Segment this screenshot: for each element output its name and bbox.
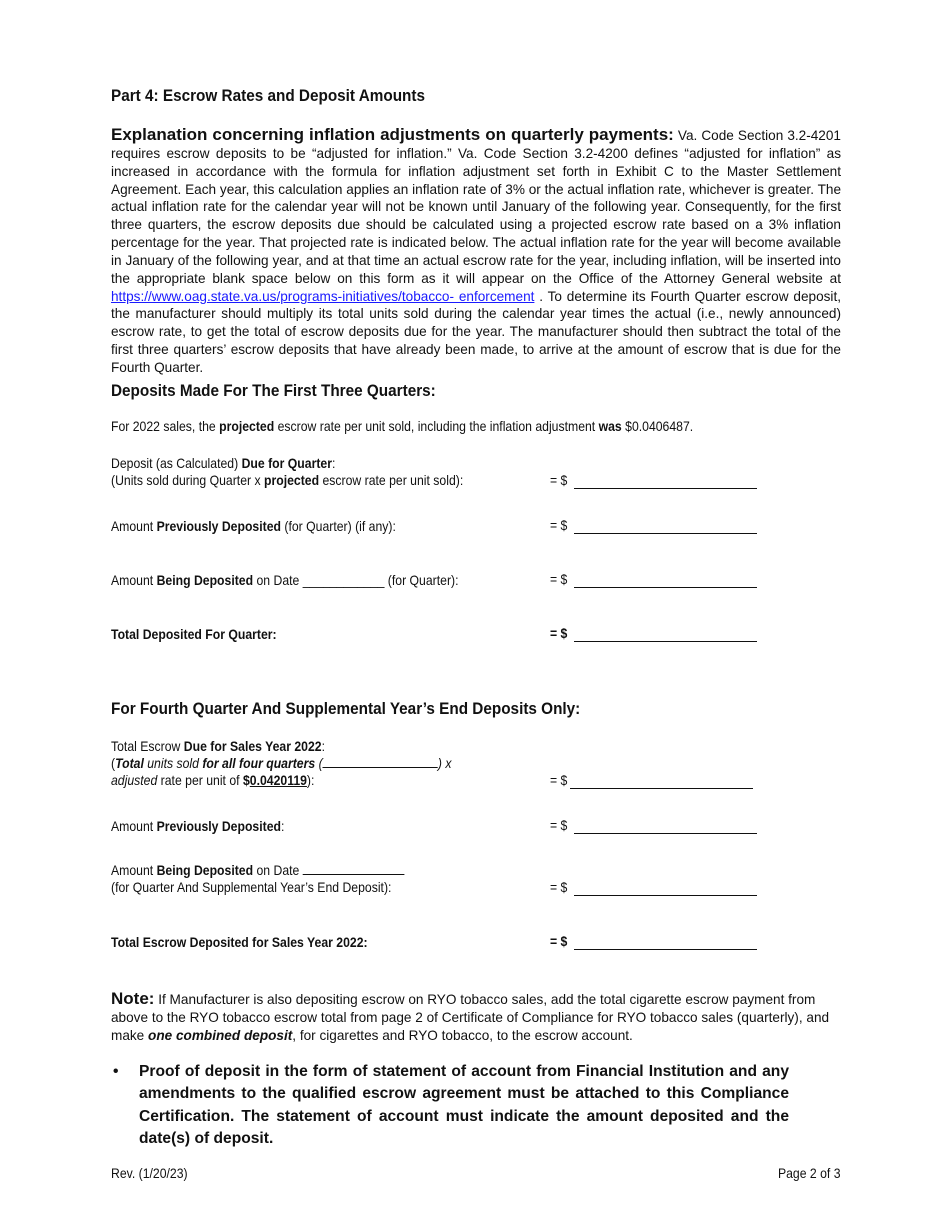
part-title: Part 4: Escrow Rates and Deposit Amounts (111, 86, 426, 105)
revision-label: Rev. (1/20/23) (111, 1166, 188, 1181)
total-escrow-due-field[interactable] (570, 773, 753, 789)
note-paragraph: Note: If Manufacturer is also depositing escrow on RYO tobacco sales, add the total cigarette escrow payment from above to the RYO tobacco escrow total from page 2 of Certificate of Compliance for RYO tobacco sales (quarterly), and make one combined deposit, for cigarettes and RYO tobacco, to the escrow account. (111, 989, 830, 1043)
previously-deposited-label: Amount Previously Deposited (for Quarter) (if any): (111, 519, 396, 534)
deposit-date-blank[interactable] (303, 874, 405, 875)
note-heading: Note: (111, 989, 155, 1008)
explanation-heading: Explanation concerning inflation adjustments on quarterly payments: (111, 125, 674, 144)
explanation-text-2: . To determine its Fourth Quarter escrow deposit, the manufacturer should multiply its total units sold during the calendar year times the actual (i.e., newly announced) escrow rate, to get the total of escrow deposits due for the year. The manufacturer should then subtract the total of the first three quarters’ escrow deposits that have already been made, to arrive at the amount of escrow that is due for the Fourth Quarter. (111, 288, 841, 375)
being-deposited-field[interactable] (574, 572, 757, 588)
deposit-due-equals: = $ (550, 473, 568, 488)
total-escrow-year-label: Total Escrow Deposited for Sales Year 2022: (111, 935, 368, 950)
section2-heading: For Fourth Quarter And Supplemental Year’s End Deposits Only: (111, 699, 581, 718)
being-deposited-year-field[interactable] (574, 880, 757, 896)
total-deposited-equals: = $ (550, 626, 568, 641)
document-page (111, 0, 841, 1230)
being-deposited-label: Amount Being Deposited on Date ____________ (for Quarter): (111, 573, 459, 588)
total-escrow-year-equals: = $ (550, 934, 568, 949)
projected-rate-text: For 2022 sales, the projected escrow rate per unit sold, including the inflation adjustment was $0.0406487. (111, 419, 694, 434)
being-deposited-equals: = $ (550, 572, 568, 587)
explanation-paragraph (111, 126, 841, 377)
adjusted-rate-value: 0.0420119 (249, 773, 307, 788)
proof-of-deposit-text: Proof of deposit in the form of statement of account from Financial Institution and any amendments to the qualified escrow agreement must be attached to this Compliance Certification. The statement of account must indicate the amount deposited and the date(s) of deposit. (139, 1063, 789, 1147)
deposit-due-label: Deposit (as Calculated) Due for Quarter: (Units sold during Quarter x projected escrow rate per unit sold): (111, 456, 464, 488)
previously-deposited-field[interactable] (574, 518, 757, 534)
previously-deposited-year-field[interactable] (574, 818, 757, 834)
explanation-text-1: Va. Code Section 3.2-4201 requires escrow deposits to be “adjusted for inflation.” Va. Code Section 3.2-4200 defines “adjusted for inflation” as increased in accordance with the formula for inflation adjustment set forth in Exhibit C to the Master Settlement Agreement. Each year, this calculation applies an inflation rate of 3% or the actual inflation rate, whichever is greater. The actual inflation rate for the calendar year will not be known until January of the following year. Consequently, for the first three quarters, the escrow deposits due should be calculated using a projected escrow rate based on a 3% inflation percentage for the year. That projected rate is indicated below. The actual inflation rate for the year will become available in January of the following year, and at that time an actual escrow rate for the year, including inflation, will be inserted into the appropriate blank space below on this form as it will appear on the Office of the Attorney General website at (111, 128, 841, 286)
total-escrow-due-equals: = $ (550, 773, 568, 788)
page-number: Page 2 of 3 (778, 1166, 841, 1181)
total-escrow-year-field[interactable] (574, 934, 757, 950)
deposit-due-field[interactable] (574, 473, 757, 489)
total-deposited-label: Total Deposited For Quarter: (111, 627, 277, 642)
being-deposited-year-label: Amount Being Deposited on Date (for Quarter And Supplemental Year’s End Deposit): (111, 862, 437, 896)
section1-heading: Deposits Made For The First Three Quarters: (111, 381, 436, 400)
bullet-icon: • (113, 1063, 119, 1080)
previously-deposited-year-label: Amount Previously Deposited: (111, 819, 285, 834)
total-deposited-field[interactable] (574, 626, 757, 642)
oag-website-link[interactable]: https://www.oag.state.va.us/programs-initiatives/tobacco- enforcement (111, 288, 535, 304)
previously-deposited-equals: = $ (550, 518, 568, 533)
total-escrow-due-label: Total Escrow Due for Sales Year 2022: (Total units sold for all four quarters ( ) x adjusted rate per unit of $0.0420119): (111, 739, 452, 788)
previously-deposited-year-equals: = $ (550, 818, 568, 833)
being-deposited-year-equals: = $ (550, 880, 568, 895)
units-sold-blank[interactable] (323, 767, 438, 768)
